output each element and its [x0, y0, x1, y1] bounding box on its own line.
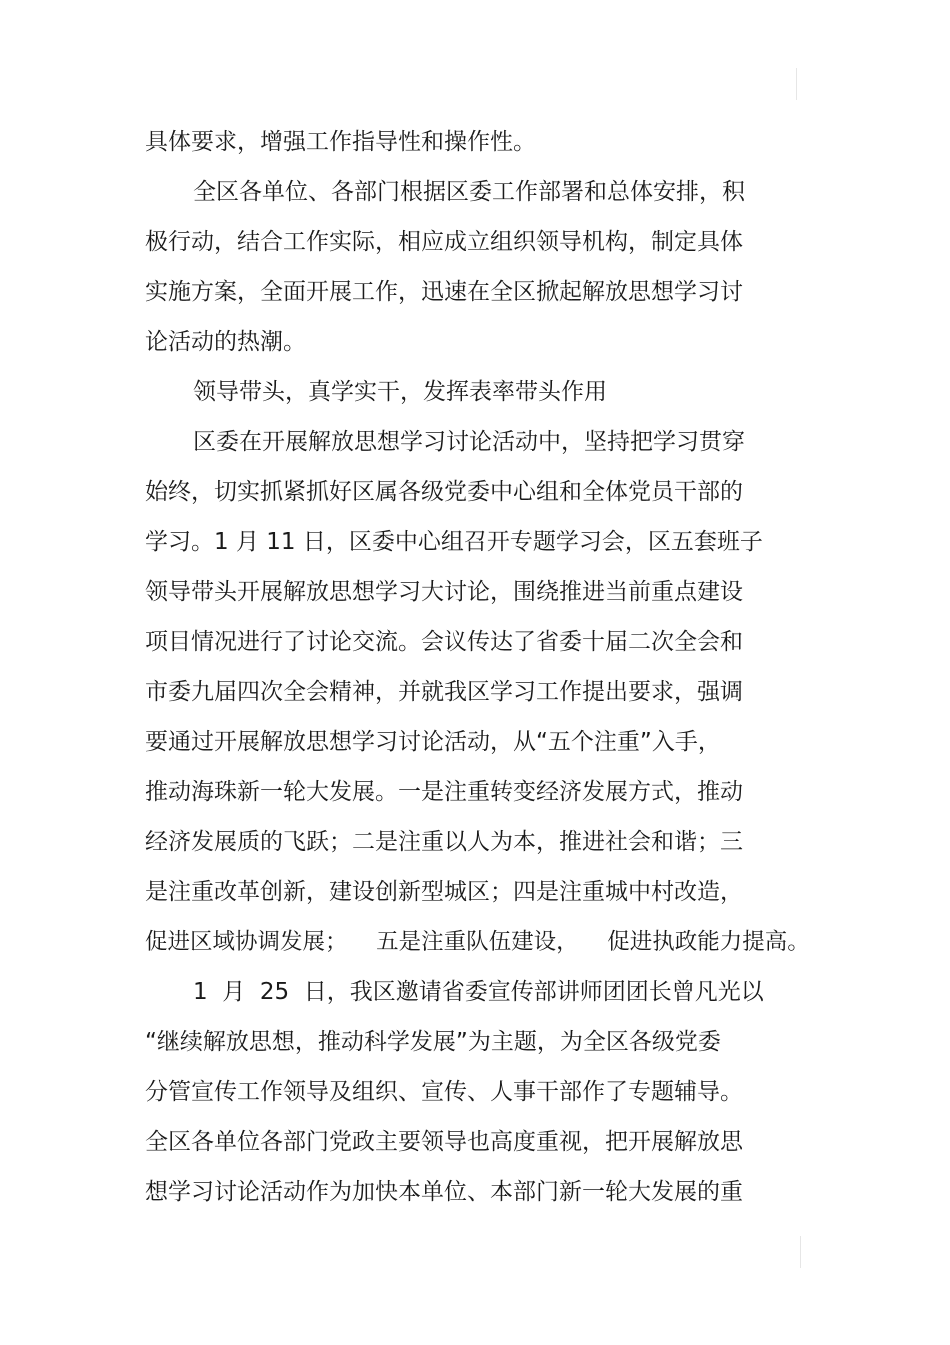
text-line-10: 领导带头开展解放思想学习大讨论，围绕推进当前重点建设	[145, 579, 743, 605]
text-line-15: 经济发展质的飞跃；二是注重以人为本，推进社会和谐；三	[145, 829, 743, 855]
text-line-14: 推动海珠新一轮大发展。一是注重转变经济发展方式，推动	[145, 779, 743, 805]
text-line-18: 1 月 25 日，我区邀请省委宣传部讲师团团长曾凡光以	[193, 979, 764, 1005]
page-edge-mark-top	[796, 68, 797, 100]
text-line-21: 全区各单位各部门党政主要领导也高度重视，把开展解放思	[145, 1129, 743, 1155]
text-line-8: 始终，切实抓紧抓好区属各级党委中心组和全体党员干部的	[145, 479, 743, 505]
text-line-16: 是注重改革创新，建设创新型城区；四是注重城中村改造，	[145, 879, 743, 905]
page-edge-mark-bottom	[800, 1236, 801, 1268]
text-line-7: 区委在开展解放思想学习讨论活动中，坚持把学习贯穿	[193, 429, 745, 455]
text-line-4: 实施方案，全面开展工作，迅速在全区掀起解放思想学习讨	[145, 279, 743, 305]
text-line-5: 论活动的热潮。	[145, 329, 306, 355]
text-line-19: “继续解放思想，推动科学发展”为主题，为全区各级党委	[145, 1029, 721, 1055]
text-line-3: 极行动，结合工作实际，相应成立组织领导机构，制定具体	[145, 229, 743, 255]
text-line-22: 想学习讨论活动作为加快本单位、本部门新一轮大发展的重	[145, 1179, 743, 1205]
text-line-13: 要通过开展解放思想学习讨论活动，从“五个注重”入手，	[145, 729, 721, 755]
text-line-17: 促进区域协调发展； 五是注重队伍建设， 促进执政能力提高。	[145, 929, 810, 955]
section-heading: 领导带头，真学实干，发挥表率带头作用	[193, 379, 607, 405]
text-line-20: 分管宣传工作领导及组织、宣传、人事干部作了专题辅导。	[145, 1079, 743, 1105]
text-line-1: 具体要求，增强工作指导性和操作性。	[145, 129, 536, 155]
text-line-9: 学习。1 月 11 日，区委中心组召开专题学习会，区五套班子	[145, 529, 763, 555]
text-line-2: 全区各单位、各部门根据区委工作部署和总体安排，积	[193, 179, 745, 205]
text-line-11: 项目情况进行了讨论交流。会议传达了省委十届二次全会和	[145, 629, 743, 655]
text-line-12: 市委九届四次全会精神，并就我区学习工作提出要求，强调	[145, 679, 743, 705]
